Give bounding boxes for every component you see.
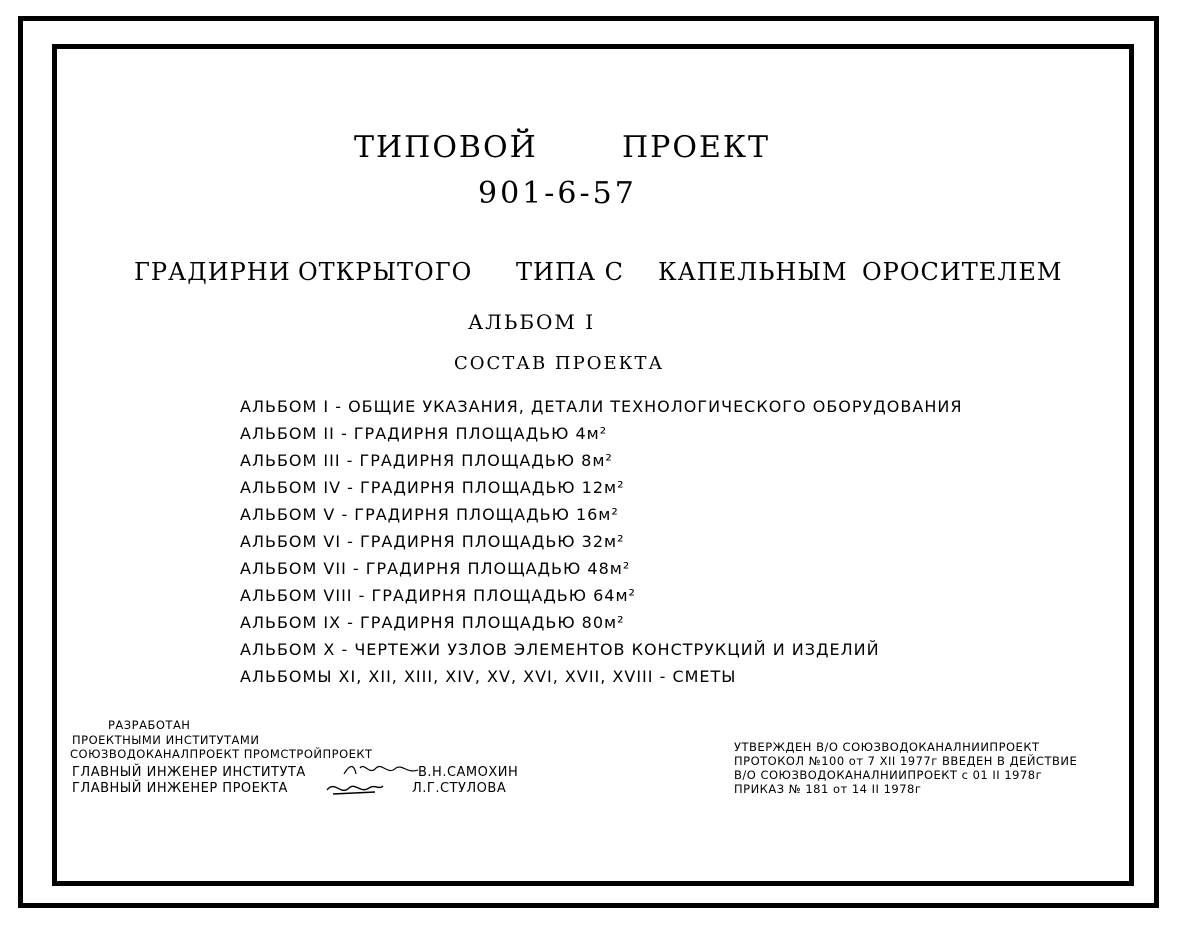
album-line-10: АЛЬБОМ X - ЧЕРТЕЖИ УЗЛОВ ЭЛЕМЕНТОВ КОНСТРУКЦИЙ И ИЗДЕЛИЙ — [240, 640, 880, 659]
project-code: 901-6-57 — [478, 176, 637, 211]
approved-line-1: УТВЕРЖДЕН В/О СОЮЗВОДОКАНАЛНИИПРОЕКТ — [734, 740, 1040, 754]
album-line-5: АЛЬБОМ V - ГРАДИРНЯ ПЛОЩАДЬЮ 16м² — [240, 505, 619, 524]
album-title: АЛЬБОМ I — [468, 310, 596, 334]
album-line-4: АЛЬБОМ IV - ГРАДИРНЯ ПЛОЩАДЬЮ 12м² — [240, 478, 625, 497]
subtitle-part-3: ТИПА С — [516, 258, 625, 286]
subtitle-part-4: КАПЕЛЬНЫМ — [658, 258, 848, 286]
album-line-7: АЛЬБОМ VII - ГРАДИРНЯ ПЛОЩАДЬЮ 48м² — [240, 559, 631, 578]
signature-chief-institute — [342, 760, 422, 780]
developed-line-4: ГЛАВНЫЙ ИНЖЕНЕР ИНСТИТУТА — [72, 765, 306, 780]
subtitle-part-2: ОТКРЫТОГО — [298, 258, 473, 286]
chief-institute-name: В.Н.САМОХИН — [418, 765, 519, 780]
chief-project-name: Л.Г.СТУЛОВА — [412, 781, 507, 796]
developed-line-2: ПРОЕКТНЫМИ ИНСТИТУТАМИ — [72, 733, 260, 747]
album-line-11: АЛЬБОМЫ XI, XII, XIII, XIV, XV, XVI, XVII, XVIII - СМЕТЫ — [240, 667, 737, 686]
title-right: ПРОЕКТ — [622, 130, 771, 165]
developed-line-5: ГЛАВНЫЙ ИНЖЕНЕР ПРОЕКТА — [72, 781, 288, 796]
approved-line-3: В/О СОЮЗВОДОКАНАЛНИИПРОЕКТ с 01 II 1978г — [734, 768, 1043, 782]
developed-line-1: РАЗРАБОТАН — [108, 718, 191, 732]
title-left: ТИПОВОЙ — [354, 130, 538, 165]
subtitle-part-1: ГРАДИРНИ — [134, 258, 291, 286]
approved-line-2: ПРОТОКОЛ №100 от 7 XII 1977г ВВЕДЕН В ДЕЙСТВИЕ — [734, 754, 1078, 768]
album-line-1: АЛЬБОМ I - ОБЩИЕ УКАЗАНИЯ, ДЕТАЛИ ТЕХНОЛОГИЧЕСКОГО ОБОРУДОВАНИЯ — [240, 397, 963, 416]
subtitle-part-5: ОРОСИТЕЛЕМ — [862, 258, 1063, 286]
album-line-2: АЛЬБОМ II - ГРАДИРНЯ ПЛОЩАДЬЮ 4м² — [240, 424, 608, 443]
composition-title: СОСТАВ ПРОЕКТА — [454, 353, 665, 374]
signature-chief-project — [325, 778, 385, 800]
approved-line-4: ПРИКАЗ № 181 от 14 II 1978г — [734, 782, 922, 796]
album-line-8: АЛЬБОМ VIII - ГРАДИРНЯ ПЛОЩАДЬЮ 64м² — [240, 586, 636, 605]
album-line-3: АЛЬБОМ III - ГРАДИРНЯ ПЛОЩАДЬЮ 8м² — [240, 451, 613, 470]
album-line-9: АЛЬБОМ IX - ГРАДИРНЯ ПЛОЩАДЬЮ 80м² — [240, 613, 625, 632]
developed-line-3: СОЮЗВОДОКАНАЛПРОЕКТ ПРОМСТРОЙПРОЕКТ — [70, 747, 373, 761]
album-line-6: АЛЬБОМ VI - ГРАДИРНЯ ПЛОЩАДЬЮ 32м² — [240, 532, 625, 551]
